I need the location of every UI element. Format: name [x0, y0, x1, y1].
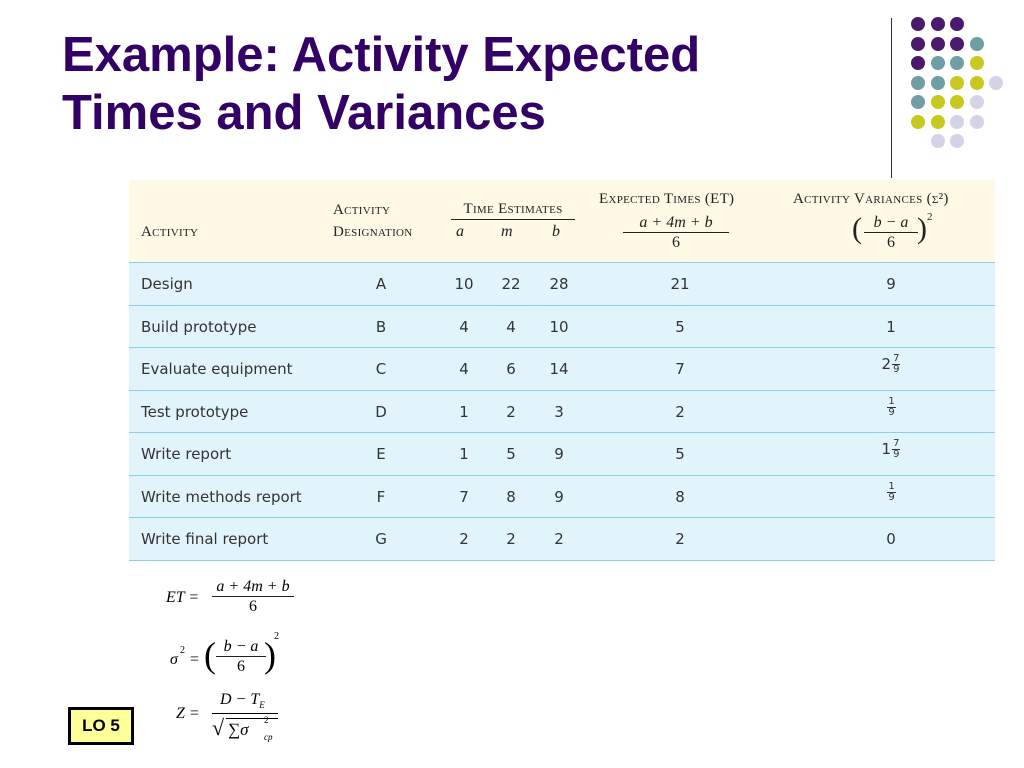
- et-numerator: a + 4m + b: [623, 213, 729, 233]
- decorative-divider: [891, 18, 892, 178]
- cell-designation: D: [375, 402, 387, 421]
- decorative-dot: [989, 76, 1003, 90]
- cell-b: 2: [554, 530, 564, 548]
- activity-table: [129, 180, 995, 562]
- decorative-dot: [931, 56, 945, 70]
- decorative-dot: [931, 37, 945, 51]
- cell-designation: E: [376, 445, 386, 463]
- cell-a: 4: [459, 317, 469, 336]
- decorative-dot: [950, 95, 964, 109]
- lo-badge-label: LO 5: [71, 710, 131, 742]
- formula-var-fraction: [216, 637, 266, 676]
- cell-variance: [851, 439, 931, 460]
- decorative-dot: [970, 56, 984, 70]
- cell-et: 5: [675, 317, 685, 336]
- table-row: [129, 432, 995, 475]
- header-variances: Activity Variances (σ²): [793, 191, 949, 207]
- cell-activity: Write methods report: [141, 487, 302, 506]
- radical-icon: √: [212, 715, 225, 740]
- cell-a: 10: [454, 275, 474, 293]
- cell-b: 9: [554, 487, 564, 506]
- cell-designation: C: [375, 360, 387, 378]
- cell-variance: [851, 397, 931, 418]
- formula-et-lhs: ET =: [166, 589, 200, 606]
- decorative-dot: [970, 95, 984, 109]
- formula-z-den-text: ∑σ: [228, 720, 249, 739]
- var-denominator: 6: [887, 234, 895, 251]
- cell-a: 1: [459, 445, 469, 463]
- decorative-dot: [950, 56, 964, 70]
- formula-z-lhs: Z =: [176, 705, 200, 722]
- cell-et: 8: [675, 487, 685, 506]
- decorative-dot: [931, 95, 945, 109]
- cell-variance: [851, 530, 931, 548]
- cell-m: 6: [506, 360, 516, 378]
- cell-variance: [851, 482, 931, 503]
- decorative-dot: [950, 76, 964, 90]
- cell-et: 2: [675, 402, 685, 421]
- formula-var-lhs-exp: 2: [180, 645, 185, 656]
- header-activity: Activity: [141, 224, 199, 240]
- variance-denominator: 9: [893, 364, 900, 375]
- variance-whole: 9: [886, 275, 896, 293]
- title-line-1: Example: Activity Expected: [62, 28, 701, 82]
- formula-et-denominator: 6: [249, 598, 257, 615]
- cell-a: 1: [459, 402, 469, 421]
- cell-b: 28: [549, 275, 569, 293]
- decorative-dot: [950, 134, 964, 148]
- cell-activity: Test prototype: [141, 402, 249, 421]
- decorative-dot: [950, 37, 964, 51]
- formula-var-exp: 2: [274, 631, 279, 642]
- cell-b: 14: [549, 360, 569, 378]
- cell-activity: Build prototype: [141, 317, 257, 336]
- formula-block: [160, 575, 360, 755]
- formula-z-num-text: D − T: [220, 691, 260, 708]
- cell-a: 4: [459, 360, 469, 378]
- cell-m: 2: [506, 402, 516, 421]
- formula-z-bar: [212, 713, 278, 714]
- variance-whole: 0: [886, 530, 896, 548]
- decorative-dot: [931, 115, 945, 129]
- formula-et-fraction: [212, 577, 294, 616]
- cell-b: 3: [554, 402, 564, 421]
- decorative-dot: [911, 17, 925, 31]
- decorative-dot: [950, 115, 964, 129]
- var-exponent: 2: [927, 211, 933, 223]
- left-paren: (: [852, 212, 862, 245]
- header-et-fraction: [623, 213, 729, 252]
- variance-denominator: 9: [893, 449, 900, 460]
- decorative-dot: [950, 17, 964, 31]
- variance-numerator: 1: [888, 480, 895, 492]
- cell-et: 21: [670, 275, 690, 293]
- cell-b: 10: [549, 317, 569, 336]
- formula-z-denominator: [228, 720, 249, 740]
- variance-denominator: 9: [888, 491, 895, 503]
- variance-fraction: [887, 482, 895, 503]
- header-a: a: [456, 223, 464, 240]
- table-row: [129, 347, 995, 390]
- decorative-dot: [931, 17, 945, 31]
- cell-designation: G: [375, 530, 387, 548]
- cell-m: 2: [506, 530, 516, 548]
- decorative-dot: [931, 76, 945, 90]
- formula-var-denominator: 6: [237, 658, 245, 675]
- formula-z-num-sub: E: [259, 700, 265, 711]
- cell-variance: [851, 275, 931, 293]
- formula-z-numerator: [220, 691, 265, 710]
- formula-et-numerator: a + 4m + b: [212, 577, 294, 597]
- formula-var-numerator: b − a: [216, 637, 266, 657]
- cell-et: 7: [675, 360, 685, 378]
- header-m: m: [501, 223, 513, 240]
- cell-designation: A: [375, 275, 387, 293]
- decorative-dot: [970, 115, 984, 129]
- cell-designation: F: [376, 487, 386, 506]
- variance-whole: 1: [886, 317, 896, 336]
- header-expected-times: Expected Times (ET): [599, 191, 735, 207]
- formula-right-paren: ): [264, 635, 276, 675]
- cell-m: 5: [506, 445, 516, 463]
- decorative-dot: [911, 56, 925, 70]
- variance-numerator: 1: [888, 395, 895, 407]
- header-b: b: [552, 223, 560, 240]
- formula-z-den-sub: cp: [264, 732, 273, 742]
- cell-a: 2: [459, 530, 469, 548]
- table-bottom-rule: [129, 560, 995, 561]
- cell-m: 4: [506, 317, 516, 336]
- lo-badge: [68, 707, 134, 745]
- cell-activity: Write report: [141, 445, 232, 463]
- header-var-fraction: [864, 213, 918, 252]
- variance-fraction: [892, 439, 900, 460]
- var-numerator: b − a: [864, 213, 918, 233]
- variance-whole: 1: [881, 440, 892, 458]
- cell-activity: Design: [141, 275, 193, 293]
- header-designation-line2: Designation: [333, 224, 413, 240]
- decorative-dot: [970, 76, 984, 90]
- table-row: [129, 517, 995, 560]
- table-header: [129, 180, 995, 262]
- cell-et: 2: [675, 530, 685, 548]
- cell-activity: Evaluate equipment: [141, 360, 293, 378]
- et-denominator: 6: [672, 234, 680, 251]
- cell-m: 8: [506, 487, 516, 506]
- table-row: [129, 390, 995, 433]
- variance-numerator: 7: [893, 353, 900, 364]
- header-time-estimates: Time Estimates: [451, 201, 575, 220]
- variance-denominator: 9: [888, 406, 895, 418]
- cell-variance: [851, 354, 931, 375]
- table-row: [129, 305, 995, 348]
- cell-variance: [851, 318, 931, 336]
- decorative-dot: [970, 37, 984, 51]
- header-designation-line1: Activity: [333, 202, 391, 218]
- title-line-2: Times and Variances: [62, 86, 546, 140]
- decorative-dot: [911, 95, 925, 109]
- decorative-dot: [911, 115, 925, 129]
- formula-left-paren: (: [204, 635, 216, 675]
- slide-title: [62, 26, 842, 142]
- variance-fraction: [887, 397, 895, 418]
- table-row: [129, 475, 995, 518]
- cell-m: 22: [501, 275, 521, 293]
- cell-activity: Write final report: [141, 530, 269, 548]
- decorative-dot: [911, 76, 925, 90]
- decorative-dot: [911, 37, 925, 51]
- table-row: [129, 262, 995, 305]
- variance-fraction: [892, 354, 900, 375]
- cell-a: 7: [459, 487, 469, 506]
- right-paren: ): [917, 212, 927, 245]
- formula-var-lhs: σ: [170, 651, 178, 668]
- cell-b: 9: [554, 445, 564, 463]
- variance-whole: 2: [881, 355, 892, 373]
- formula-var-eq: =: [190, 651, 200, 668]
- cell-et: 5: [675, 445, 685, 463]
- cell-designation: B: [375, 317, 387, 336]
- formula-z-den-sup: 2: [264, 715, 269, 725]
- decorative-dot: [931, 134, 945, 148]
- variance-numerator: 7: [893, 438, 900, 449]
- formula-z-radical-bar: [226, 718, 278, 719]
